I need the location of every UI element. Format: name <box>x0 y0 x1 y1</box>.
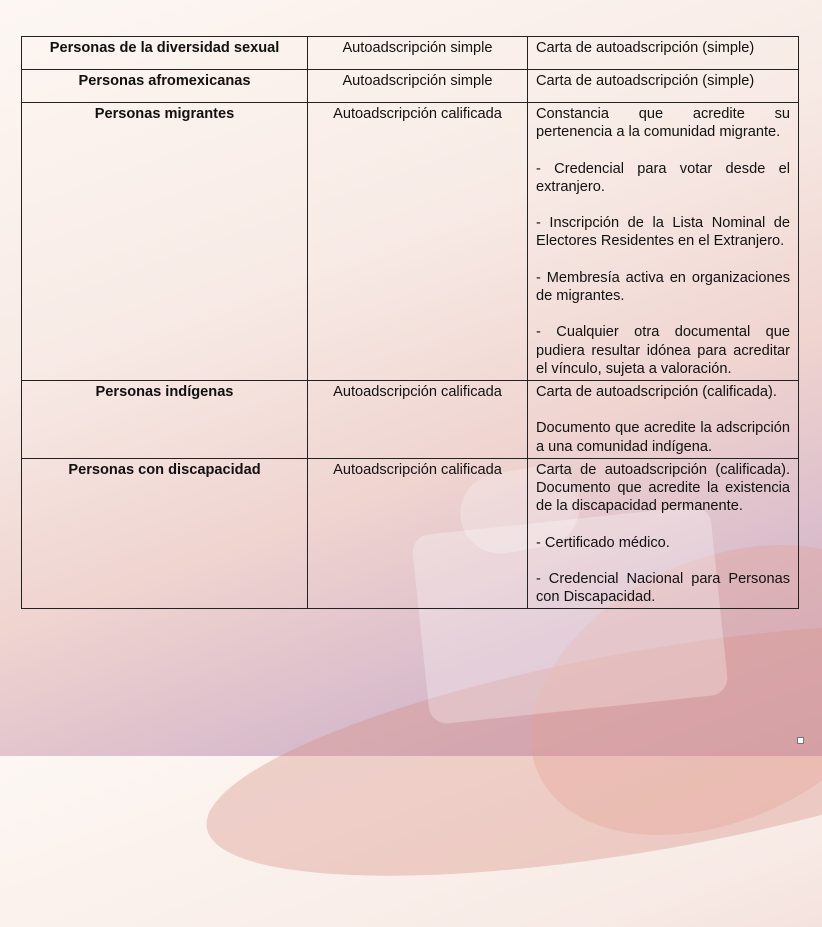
group-cell: Personas afromexicanas <box>22 70 308 103</box>
document-item: Carta de autoadscripción (simple) <box>536 40 755 56</box>
table-row <box>22 70 799 103</box>
documents-cell <box>528 458 799 609</box>
document-item: Constancia que acredite su pertenencia a la comunidad migrante. <box>536 106 790 141</box>
document-item: Carta de autoadscripción (calificada). <box>536 383 777 400</box>
type-cell: Autoadscripción simple <box>308 70 528 103</box>
documents-cell <box>528 380 799 458</box>
type-cell: Autoadscripción calificada <box>308 458 528 609</box>
group-cell: Personas de la diversidad sexual <box>22 37 308 70</box>
requirements-table <box>21 36 799 609</box>
documents-cell <box>528 103 799 381</box>
type-cell: Autoadscripción calificada <box>308 103 528 381</box>
table-row <box>22 380 799 458</box>
type-cell: Autoadscripción calificada <box>308 380 528 458</box>
type-cell: Autoadscripción simple <box>308 37 528 70</box>
document-item: - Cualquier otra documental que pudiera resultar idónea para acreditar el vínculo, sujeta a valoración. <box>536 324 790 377</box>
document-item: Carta de autoadscripción (simple) <box>536 73 755 89</box>
document-item: - Credencial Nacional para Personas con Discapacidad. <box>536 570 790 606</box>
document-item: Carta de autoadscripción (calificada). Documento que acredite la existencia de la discapacidad permanente. <box>536 461 790 515</box>
group-cell: Personas con discapacidad <box>22 458 308 609</box>
group-cell: Personas migrantes <box>22 103 308 381</box>
documents-cell <box>528 37 799 70</box>
group-cell: Personas indígenas <box>22 380 308 458</box>
background-sweep <box>189 573 822 926</box>
document-item: - Credencial para votar desde el extranjero. <box>536 160 790 195</box>
document-item: - Membresía activa en organizaciones de migrantes. <box>536 269 790 304</box>
document-item: - Inscripción de la Lista Nominal de Electores Residentes en el Extranjero. <box>536 215 790 250</box>
documents-cell <box>528 70 799 103</box>
document-item: - Certificado médico. <box>536 534 670 551</box>
table-resize-handle[interactable] <box>797 737 804 744</box>
table-row <box>22 103 799 381</box>
document-item: Documento que acredite la adscripción a una comunidad indígena. <box>536 420 790 455</box>
table-row <box>22 458 799 609</box>
table-row <box>22 37 799 70</box>
